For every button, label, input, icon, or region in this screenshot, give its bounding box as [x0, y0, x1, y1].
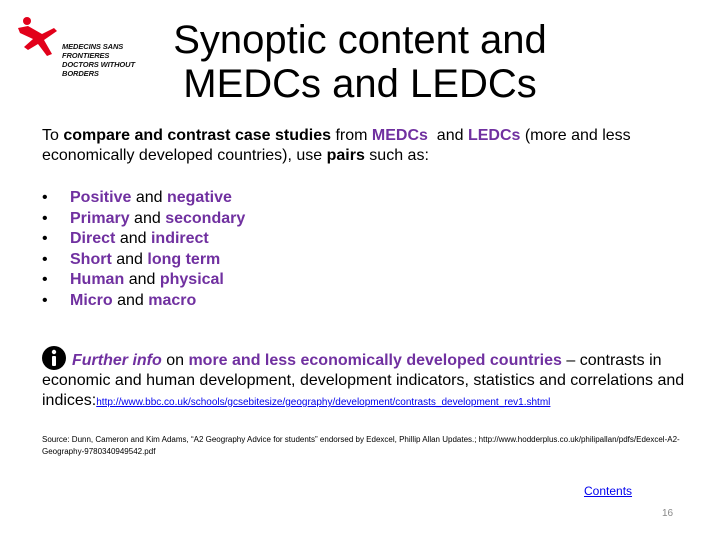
- info-topic: more and less economically developed countries: [188, 352, 562, 369]
- intro-text-1: To: [42, 127, 64, 144]
- pair-first: Human: [70, 271, 125, 289]
- info-icon: [42, 346, 66, 370]
- msf-logo-icon: [14, 14, 60, 60]
- pair-first: Micro: [70, 291, 113, 309]
- pair-and: and: [128, 271, 156, 289]
- intro-text-2: compare and contrast case studies: [63, 127, 331, 144]
- intro-ledcs: LEDCs: [467, 127, 521, 144]
- list-item: [42, 270, 245, 291]
- page-title: [160, 18, 560, 106]
- page-number: 16: [662, 508, 674, 519]
- pair-first: Direct: [70, 230, 116, 248]
- logo-line-2: DOCTORS WITHOUT BORDERS: [62, 60, 135, 78]
- intro-pairs: pairs: [326, 147, 365, 164]
- pair-and: and: [135, 189, 163, 206]
- info-description: – contrasts in economic and human development, development indicators, statistics and correlations and indices:: [42, 352, 685, 409]
- pair-second: negative: [166, 189, 232, 206]
- intro-text-3: from: [331, 127, 372, 144]
- bullet-icon: •: [42, 230, 48, 248]
- list-item: [42, 291, 245, 312]
- list-item: [42, 209, 245, 230]
- intro-text-7: (more and less economically developed countries), use: [42, 127, 631, 164]
- bullet-icon: •: [42, 271, 48, 289]
- bullet-icon: •: [42, 291, 48, 309]
- list-item: [42, 188, 245, 209]
- pair-first: Short: [70, 250, 112, 268]
- intro-text-5: and: [427, 127, 468, 144]
- pairs-list: [42, 188, 245, 312]
- pair-and: and: [117, 291, 144, 309]
- pair-second: physical: [159, 271, 224, 289]
- bullet-icon: •: [42, 250, 48, 268]
- pair-and: and: [119, 230, 147, 248]
- list-item: [42, 229, 245, 250]
- pair-second: secondary: [165, 209, 246, 227]
- intro-paragraph: [42, 126, 682, 166]
- logo-line-1: MEDECINS SANS FRONTIERES: [62, 42, 124, 60]
- msf-logo: [14, 14, 164, 78]
- logo-text: [62, 42, 164, 78]
- title-line-1: Synoptic content and: [173, 18, 547, 62]
- pair-first: Positive: [70, 189, 132, 206]
- bullet-icon: •: [42, 189, 48, 206]
- pair-first: Primary: [70, 209, 130, 227]
- bullet-icon: •: [42, 209, 48, 227]
- info-text-on: on: [161, 352, 189, 369]
- list-item: [42, 250, 245, 271]
- further-info-paragraph: [42, 346, 702, 413]
- bbc-bitesize-link[interactable]: http://www.bbc.co.uk/schools/gcsebitesize/geography/development/contrasts_development_rev1.shtml: [96, 397, 551, 408]
- pair-and: and: [116, 250, 143, 268]
- intro-text-9: such as:: [364, 147, 429, 164]
- contents-link[interactable]: Contents: [584, 484, 633, 498]
- source-citation: Source: Dunn, Cameron and Kim Adams, “A2 Geography Advice for students” endorsed by Edexcel, Phillip Allan Updates.; http://www.hodderplus.co.uk/philipallan/pdfs/Edexcel-A2-Geography-9780340949542.pdf: [42, 435, 680, 456]
- pair-second: long term: [147, 250, 221, 268]
- further-info-label: Further info: [72, 352, 162, 369]
- pair-second: indirect: [150, 230, 209, 248]
- title-line-2: MEDCs and LEDCs: [183, 62, 537, 106]
- pair-and: and: [134, 209, 161, 227]
- pair-second: macro: [148, 291, 197, 309]
- intro-medcs: MEDCs: [371, 127, 428, 144]
